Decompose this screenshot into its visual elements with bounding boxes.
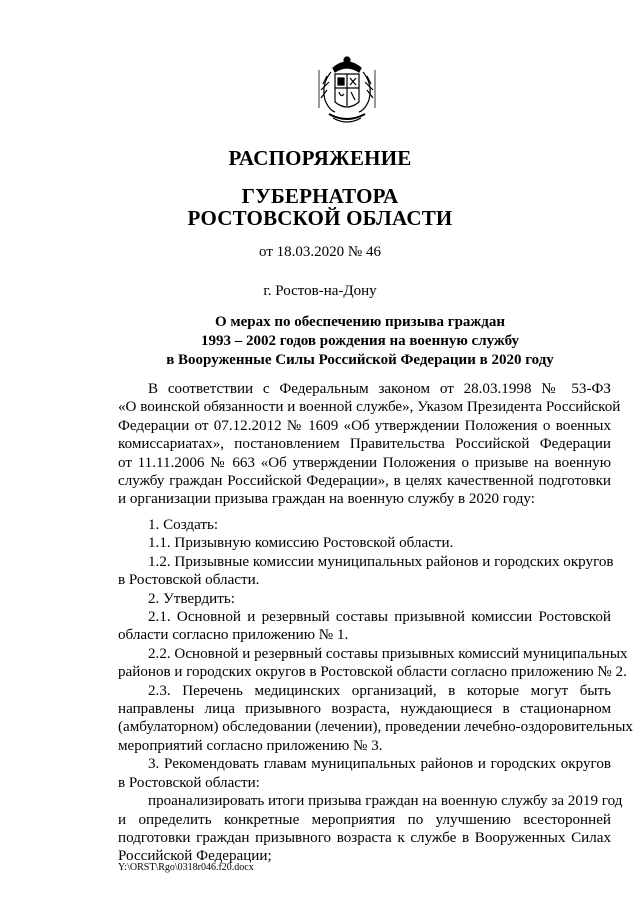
- item-line: 3. Рекомендовать главам муниципальных районов и городских округов: [148, 756, 611, 773]
- coat-of-arms-icon: [311, 50, 383, 128]
- file-path-footer: Y:\ORST\Rgo\0318r046.f20.docx: [118, 862, 254, 873]
- issuer-title-line2: РОСТОВСКОЙ ОБЛАСТИ: [187, 206, 453, 230]
- item-line: 2. Утвердить:: [148, 590, 235, 607]
- item-line: в Ростовской области.: [118, 572, 260, 589]
- item-line: направлены лица призывного возраста, нуждающиеся в стационарном: [118, 701, 611, 718]
- document-type-title: РАСПОРЯЖЕНИЕ: [228, 146, 412, 170]
- subject-heading: [100, 313, 620, 370]
- item-line: подготовки граждан призывного возраста к службе в Вооруженных Силах: [118, 829, 611, 846]
- text-line: Федерации от 07.12.2012 № 1609 «Об утверждении Положения о военных: [118, 417, 611, 434]
- issuer-title-line1: ГУБЕРНАТОРА: [241, 184, 399, 208]
- subject-line: О мерах по обеспечению призыва граждан: [214, 314, 506, 330]
- text-line: службу граждан Российской Федерации», в целях качественной подготовки: [118, 473, 611, 490]
- subject-line: в Вооруженные Силы Российской Федерации в 2020 году: [166, 352, 554, 368]
- item-line: 1.2. Призывные комиссии муниципальных районов и городских округов: [148, 553, 614, 570]
- item-line: мероприятий согласно приложению № 3.: [118, 737, 383, 754]
- subject-line: 1993 – 2002 годов рождения на военную службу: [200, 333, 520, 349]
- item-line: (амбулаторном) обследовании (лечении), проведении лечебно-оздоровительных: [118, 719, 633, 736]
- date-number: от 18.03.2020 № 46: [259, 244, 381, 260]
- item-line: 2.1. Основной и резервный составы призывной комиссии Ростовской: [148, 609, 611, 626]
- item-line: 1.1. Призывную комиссию Ростовской области.: [148, 535, 454, 552]
- text-line: от 11.11.2006 № 663 «Об утверждении Положения о призыве на военную: [118, 454, 611, 471]
- preamble-paragraph: [118, 380, 621, 509]
- text-line: «О воинской обязанности и военной службе», Указом Президента Российской: [118, 399, 621, 416]
- order-items: [118, 516, 633, 866]
- item-line: проанализировать итоги призыва граждан на военную службу за 2019 год: [148, 793, 623, 810]
- item-line: 1. Создать:: [148, 517, 219, 533]
- text-line: комиссариатах», постановлением Правительства Российской Федерации: [118, 436, 611, 453]
- item-line: районов и городских округов в Ростовской области согласно приложению № 2.: [118, 664, 627, 681]
- text-line: и организации призыва граждан на военную службу в 2020 году:: [118, 491, 535, 508]
- item-line: в Ростовской области:: [118, 774, 260, 791]
- item-line: 2.3. Перечень медицинских организаций, в которые могут быть: [148, 682, 611, 699]
- city: г. Ростов-на-Дону: [263, 283, 377, 299]
- item-line: области согласно приложению № 1.: [118, 627, 349, 644]
- item-line: Российской Федерации;: [118, 848, 272, 865]
- item-line: и определить конкретные мероприятия по улучшению всесторонней: [118, 811, 611, 828]
- text-line: В соответствии с Федеральным законом от 28.03.1998 № 53-ФЗ: [148, 381, 611, 397]
- item-line: 2.2. Основной и резервный составы призывных комиссий муниципальных: [148, 645, 628, 662]
